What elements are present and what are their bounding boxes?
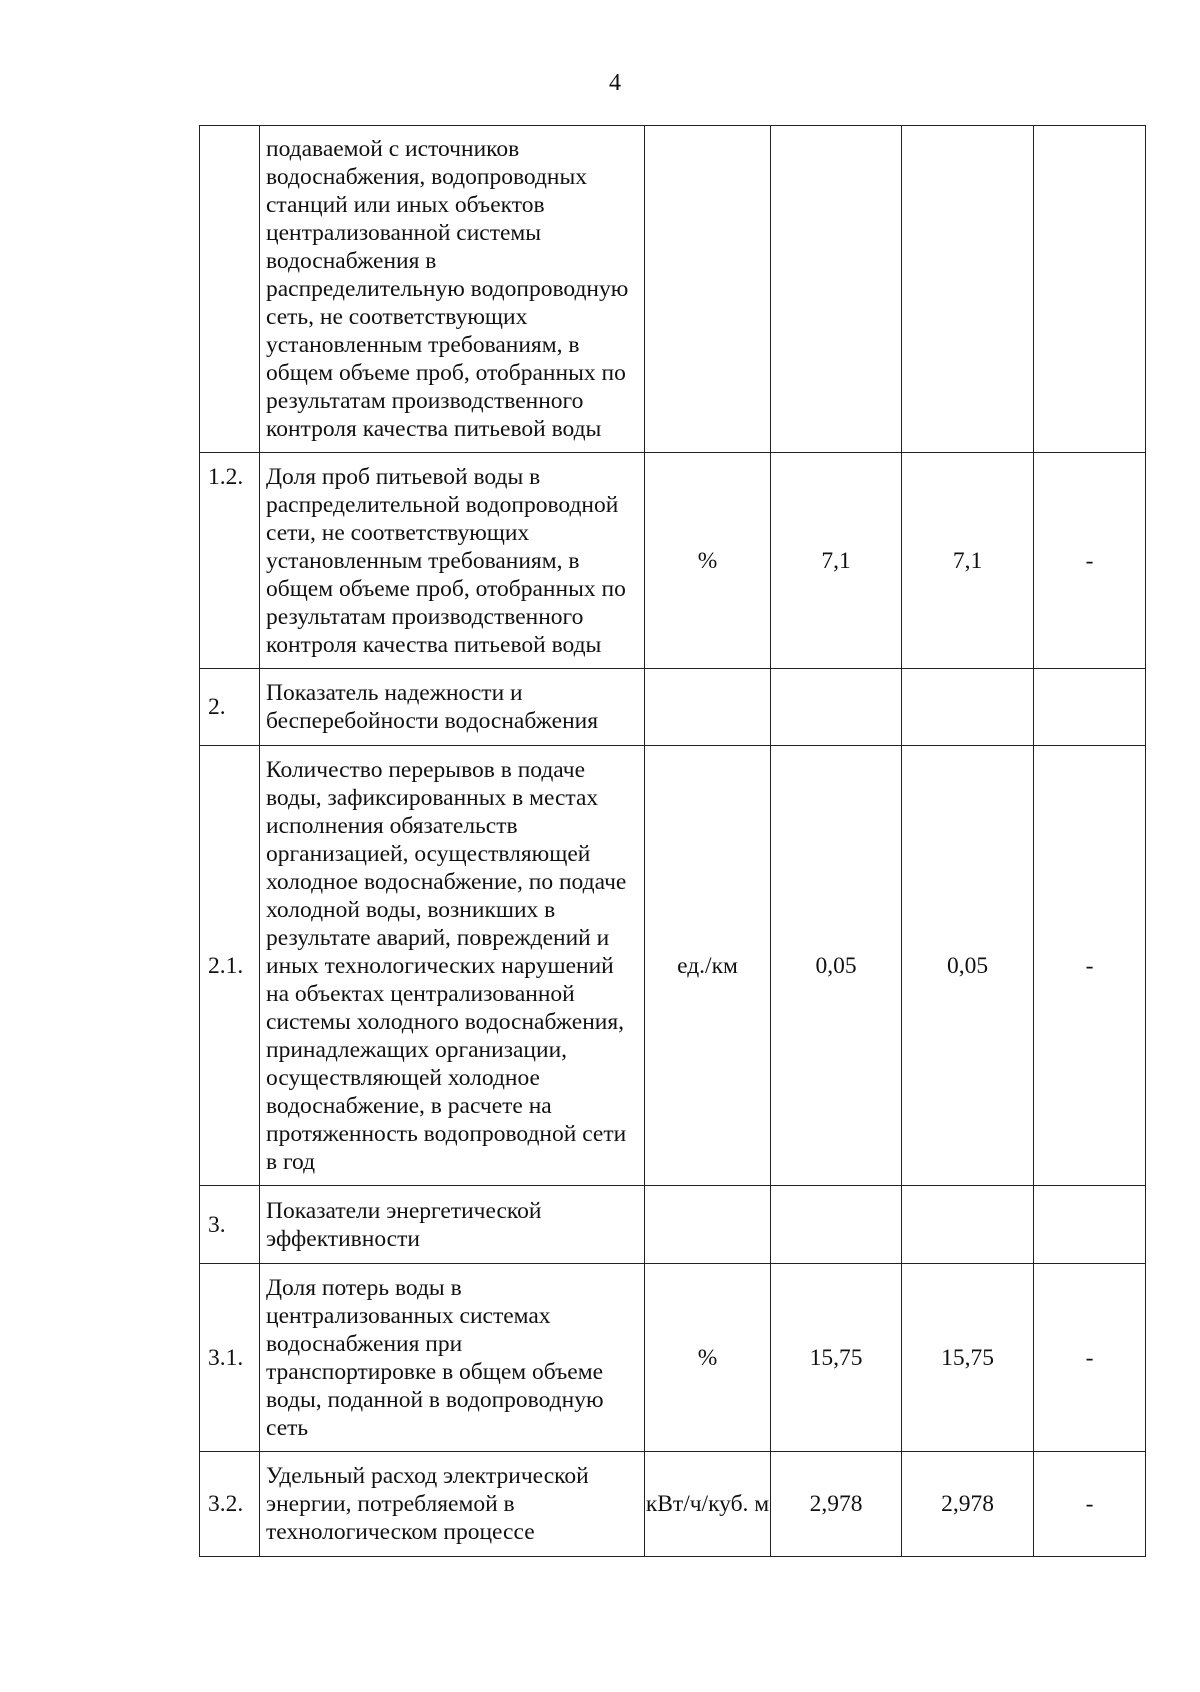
table-row [200,669,1146,746]
value-1-cell [771,1186,902,1264]
value-1-cell: 2,978 [771,1452,902,1557]
row-number: 3.1. [200,1264,260,1452]
unit-cell [645,1186,771,1264]
row-number: 1.2. [200,453,260,669]
value-3-cell: - [1034,453,1146,669]
unit-cell [645,669,771,746]
value-3-cell: - [1034,1452,1146,1557]
value-3-cell [1034,1186,1146,1264]
indicator-name: Количество перерывов в подаче воды, зафиксированных в местах исполнения обязательств организацией, осуществляющей холодное водоснабжение, по подаче холодной воды, возникших в результате аварий, повреждений и иных технологических нарушений на объектах централизованной системы холодного водоснабжения, принадлежащих организации, осуществляющей холодное водоснабжение, в расчете на протяженность водопроводной сети в год [260,746,645,1186]
value-3-cell [1034,126,1146,453]
value-2-cell [902,1186,1034,1264]
value-2-cell [902,669,1034,746]
value-2-cell: 0,05 [902,746,1034,1186]
value-1-cell: 15,75 [771,1264,902,1452]
indicator-name: Показатель надежности и бесперебойности водоснабжения [260,669,645,746]
table-row [200,453,1146,669]
row-number: 3.2. [200,1452,260,1557]
value-2-cell: 15,75 [902,1264,1034,1452]
page-number: 4 [609,70,621,96]
row-number: 2.1. [200,746,260,1186]
table-row [200,126,1146,453]
indicator-name: Доля потерь воды в централизованных системах водоснабжения при транспортировке в общем объеме воды, поданной в водопроводную сеть [260,1264,645,1452]
value-2-cell: 7,1 [902,453,1034,669]
value-2-cell [902,126,1034,453]
value-1-cell [771,126,902,453]
table-row [200,1452,1146,1557]
row-number [200,126,260,453]
unit-cell: % [645,453,771,669]
table-row [200,1186,1146,1264]
row-number: 2. [200,669,260,746]
value-1-cell: 0,05 [771,746,902,1186]
indicators-table [199,125,1146,1557]
table-row [200,1264,1146,1452]
value-3-cell: - [1034,746,1146,1186]
unit-cell [645,126,771,453]
value-3-cell [1034,669,1146,746]
unit-cell: % [645,1264,771,1452]
indicator-name: подаваемой с источников водоснабжения, водопроводных станций или иных объектов централизованной системы водоснабжения в распределительную водопроводную сеть, не соответствующих установленным требованиям, в общем объеме проб, отобранных по результатам производственного контроля качества питьевой воды [260,126,645,453]
unit-cell: ед./км [645,746,771,1186]
value-1-cell [771,669,902,746]
indicator-name: Доля проб питьевой воды в распределительной водопроводной сети, не соответствующих установленным требованиям, в общем объеме проб, отобранных по результатам производственного контроля качества питьевой воды [260,453,645,669]
row-number: 3. [200,1186,260,1264]
value-3-cell: - [1034,1264,1146,1452]
table-row [200,746,1146,1186]
value-2-cell: 2,978 [902,1452,1034,1557]
unit-cell: кВт/ч/куб. м [645,1452,771,1557]
value-1-cell: 7,1 [771,453,902,669]
indicator-name: Показатели энергетической эффективности [260,1186,645,1264]
indicator-name: Удельный расход электрической энергии, потребляемой в технологическом процессе [260,1452,645,1557]
